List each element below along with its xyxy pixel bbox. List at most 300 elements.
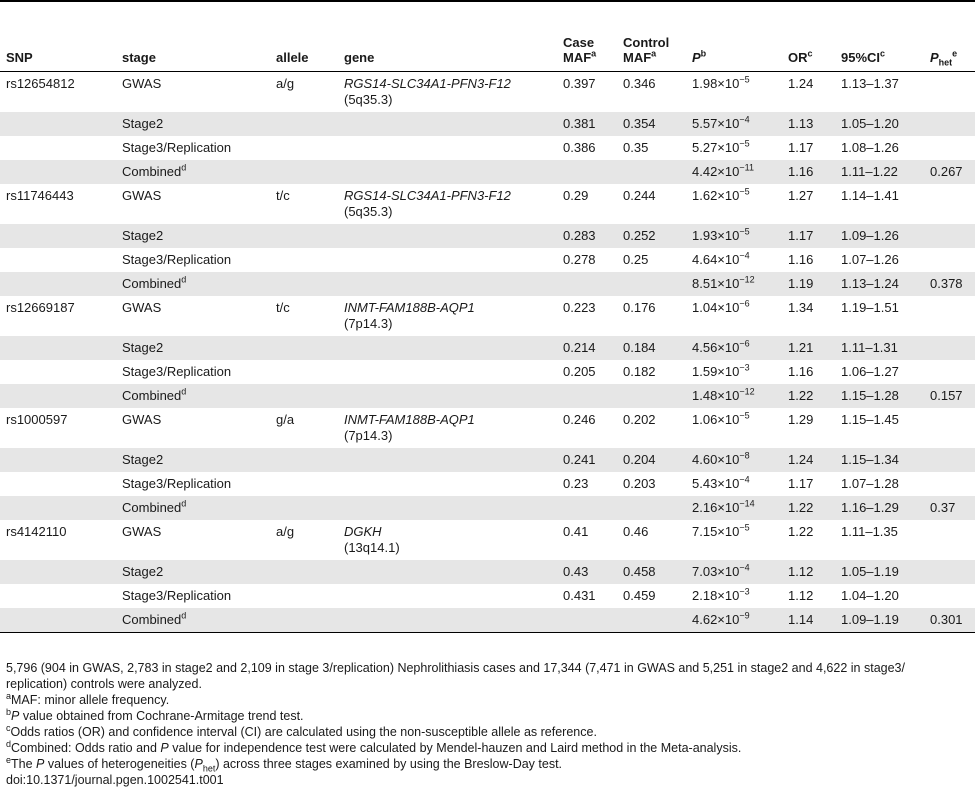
- cell-or: 1.22: [788, 524, 814, 539]
- cell-stage: [116, 224, 270, 248]
- cell-case-maf: 0.205: [563, 364, 596, 379]
- cell-stage-label: Combined: [122, 276, 182, 291]
- header-snp: SNP: [0, 32, 116, 72]
- cell-ci: 1.15–1.45: [841, 412, 899, 427]
- cell-phet: [924, 296, 975, 336]
- cell-allele: [270, 608, 338, 633]
- header-control-maf-line2: MAF: [623, 50, 652, 65]
- cell-stage: [116, 296, 270, 336]
- header-phet-label: P: [930, 50, 939, 65]
- cell-stage: [116, 496, 270, 520]
- cell-case-maf: 0.246: [563, 412, 596, 427]
- cell-case-maf: 0.386: [563, 140, 596, 155]
- footnote-c: [6, 724, 966, 740]
- footnote-e-text-1: The: [11, 757, 37, 771]
- cell-control-maf: [617, 384, 686, 408]
- cell-snp: [0, 384, 116, 408]
- table-row: [0, 472, 975, 496]
- cell-p-mantissa: 4.62×10: [692, 612, 740, 627]
- cell-phet: [924, 248, 975, 272]
- cell-stage: [116, 448, 270, 472]
- cell-stage-sup: d: [181, 274, 187, 285]
- cell-phet: 0.378: [924, 272, 975, 296]
- cell-stage-sup: d: [181, 498, 187, 509]
- table-row: [0, 384, 975, 408]
- cell-p-exponent: −3: [739, 362, 750, 373]
- cell-phet: [924, 224, 975, 248]
- cell-case-maf: [557, 272, 617, 296]
- cell-gene: [338, 296, 557, 336]
- header-case-maf-line2: MAF: [563, 50, 592, 65]
- cell-gene: [338, 360, 557, 384]
- table-footnotes: [6, 660, 966, 788]
- footnote-b-text: value obtained from Cochrane-Armitage trend test.: [19, 709, 304, 723]
- cell-gene: [338, 272, 557, 296]
- cell-snp: [0, 608, 116, 633]
- footnote-e-phet-sub: het: [202, 763, 216, 774]
- cell-gene: [338, 584, 557, 608]
- cell-p-mantissa: 8.51×10: [692, 276, 740, 291]
- cell-p-mantissa: 1.93×10: [692, 228, 740, 243]
- cell-case-maf: 0.241: [557, 448, 617, 472]
- cell-gene-loc: (7p14.3): [344, 316, 393, 331]
- cell-or: 1.24: [782, 448, 835, 472]
- cell-gene: [338, 112, 557, 136]
- cell-stage-label: Stage2: [122, 564, 164, 579]
- cell-p: [686, 272, 782, 296]
- cell-stage-label: Stage3/Replication: [122, 476, 232, 491]
- cell-gene-loc: (5q35.3): [344, 204, 393, 219]
- cell-p-mantissa: 1.04×10: [692, 300, 740, 315]
- cell-stage: [116, 608, 270, 633]
- cell-p: [686, 408, 782, 448]
- cell-case-maf: [557, 496, 617, 520]
- cell-control-maf: 0.202: [623, 412, 656, 427]
- cell-gene-name: INMT-FAM188B-AQP1: [344, 412, 475, 427]
- cell-stage-label: GWAS: [122, 412, 162, 427]
- cell-stage: [116, 136, 270, 160]
- cell-ci: 1.09–1.26: [835, 224, 924, 248]
- cell-stage-label: Stage2: [122, 116, 164, 131]
- header-control-maf-line1: Control: [623, 35, 670, 50]
- cell-case-maf: 0.278: [563, 252, 596, 267]
- cell-allele: [270, 248, 338, 272]
- header-or-sup: c: [807, 48, 813, 59]
- cell-or: 1.16: [782, 160, 835, 184]
- footnote-c-text: Odds ratios (OR) and confidence interval (CI) are calculated using the non-susceptible allele as reference.: [10, 725, 597, 739]
- cell-stage: [116, 112, 270, 136]
- cell-p-exponent: −5: [739, 410, 750, 421]
- cell-stage-label: GWAS: [122, 300, 162, 315]
- cell-p: [686, 160, 782, 184]
- cell-stage: [116, 184, 270, 224]
- cell-stage: [116, 584, 270, 608]
- cell-ci: 1.08–1.26: [841, 140, 899, 155]
- cell-case-maf: 0.223: [563, 300, 596, 315]
- cell-allele: [270, 560, 338, 584]
- cell-or: 1.22: [782, 496, 835, 520]
- header-control-maf-sup: a: [651, 48, 657, 59]
- cell-or: 1.27: [788, 188, 814, 203]
- cell-phet: [924, 448, 975, 472]
- cell-allele: a/g: [276, 76, 295, 91]
- cell-stage: [116, 384, 270, 408]
- cell-control-maf: [617, 272, 686, 296]
- cell-snp: [0, 112, 116, 136]
- cell-p-exponent: −4: [739, 562, 750, 573]
- cell-control-maf: 0.184: [617, 336, 686, 360]
- cell-stage: [116, 336, 270, 360]
- cell-stage: [116, 408, 270, 448]
- header-row: [0, 32, 975, 72]
- cell-snp: [0, 224, 116, 248]
- footnote-d-text-2: value for independence test were calculated by Mendel-hauzen and Laird method in the Meta-analysis.: [168, 741, 742, 755]
- cell-stage-label: Stage2: [122, 228, 164, 243]
- cell-or: 1.16: [788, 252, 814, 267]
- cell-p-exponent: −11: [739, 162, 754, 173]
- cell-p-exponent: −8: [739, 450, 750, 461]
- cell-stage-label: GWAS: [122, 76, 162, 91]
- footnote-d-text-1: Combined: Odds ratio and: [11, 741, 161, 755]
- header-control-maf: [617, 32, 686, 72]
- cell-p-exponent: −6: [739, 338, 750, 349]
- cell-stage: [116, 160, 270, 184]
- cell-p-exponent: −12: [739, 386, 755, 397]
- cell-snp: [0, 448, 116, 472]
- table-row: [0, 608, 975, 633]
- cell-allele: [270, 160, 338, 184]
- cell-gene-loc: (13q14.1): [344, 540, 400, 555]
- cell-gene: [338, 72, 557, 113]
- results-table: [0, 32, 975, 633]
- cell-ci: 1.11–1.31: [835, 336, 924, 360]
- header-p-sup: b: [700, 48, 707, 59]
- cell-allele: t/c: [276, 188, 290, 203]
- cell-ci: 1.05–1.19: [835, 560, 924, 584]
- table-row: [0, 448, 975, 472]
- cell-or: 1.13: [782, 112, 835, 136]
- cell-case-maf: 0.214: [557, 336, 617, 360]
- cell-ci: 1.14–1.41: [841, 188, 899, 203]
- footnote-e: [6, 756, 966, 772]
- table-row: [0, 112, 975, 136]
- cell-allele: [270, 496, 338, 520]
- cell-p-mantissa: 5.57×10: [692, 116, 740, 131]
- cell-control-maf: 0.182: [623, 364, 656, 379]
- cell-gene-loc: (7p14.3): [344, 428, 393, 443]
- cell-p: [686, 72, 782, 113]
- cell-p-mantissa: 1.59×10: [692, 364, 740, 379]
- cell-p: [686, 608, 782, 633]
- cell-p-exponent: −9: [739, 610, 750, 621]
- cell-p-mantissa: 4.56×10: [692, 340, 740, 355]
- cell-stage: [116, 520, 270, 560]
- cell-phet: [924, 408, 975, 448]
- cell-gene: [338, 184, 557, 224]
- table-row: [0, 408, 975, 448]
- cell-or: 1.12: [782, 560, 835, 584]
- cell-p-exponent: −5: [739, 138, 750, 149]
- cell-snp: [0, 160, 116, 184]
- header-case-maf-line1: Case: [563, 35, 595, 50]
- table-row: [0, 584, 975, 608]
- cell-phet: [924, 136, 975, 160]
- table-row: [0, 224, 975, 248]
- cell-p-exponent: −5: [739, 186, 750, 197]
- cell-p-mantissa: 1.98×10: [692, 76, 740, 91]
- cell-snp: rs4142110: [6, 524, 67, 539]
- cell-gene: [338, 408, 557, 448]
- footnote-d-mark: d: [6, 738, 12, 749]
- cell-gene: [338, 496, 557, 520]
- cell-gene-name: RGS14-SLC34A1-PFN3-F12: [344, 76, 511, 91]
- cell-gene-loc: (5q35.3): [344, 92, 393, 107]
- cell-control-maf: [617, 496, 686, 520]
- cell-control-maf: 0.244: [623, 188, 656, 203]
- cell-or: 1.17: [788, 476, 814, 491]
- cell-allele: [270, 136, 338, 160]
- header-phet-sub: het: [938, 57, 953, 68]
- cell-p: [686, 248, 782, 272]
- table-row: [0, 184, 975, 224]
- cell-stage: [116, 472, 270, 496]
- cell-p-exponent: −5: [739, 226, 750, 237]
- cell-allele: g/a: [276, 412, 295, 427]
- cell-stage-label: GWAS: [122, 188, 162, 203]
- cell-p-mantissa: 4.60×10: [692, 452, 740, 467]
- cell-control-maf: 0.459: [623, 588, 656, 603]
- cell-case-maf: 0.283: [557, 224, 617, 248]
- cell-snp: rs1000597: [6, 412, 68, 427]
- table-row: [0, 296, 975, 336]
- footnote-a-mark: a: [6, 690, 12, 701]
- cell-p-mantissa: 7.15×10: [692, 524, 740, 539]
- cell-p-exponent: −6: [739, 298, 750, 309]
- cell-gene-name: RGS14-SLC34A1-PFN3-F12: [344, 188, 511, 203]
- cell-stage: [116, 360, 270, 384]
- cell-p-exponent: −12: [739, 274, 755, 285]
- cell-snp: [0, 248, 116, 272]
- header-allele: allele: [270, 32, 338, 72]
- cell-snp: rs12669187: [6, 300, 75, 315]
- cell-p-mantissa: 5.43×10: [692, 476, 740, 491]
- cell-p-mantissa: 1.06×10: [692, 412, 740, 427]
- header-ci-sup: c: [880, 48, 886, 59]
- cell-allele: [270, 584, 338, 608]
- cell-snp: [0, 272, 116, 296]
- cell-case-maf: [557, 160, 617, 184]
- cell-phet: 0.301: [924, 608, 975, 633]
- footnote-e-mark: e: [6, 754, 12, 765]
- cell-gene: [338, 472, 557, 496]
- cell-snp: rs11746443: [6, 188, 74, 203]
- cell-p: [686, 296, 782, 336]
- cell-control-maf: 0.35: [623, 140, 649, 155]
- cell-or: 1.21: [782, 336, 835, 360]
- top-rule: [0, 0, 975, 2]
- cell-p: [686, 472, 782, 496]
- table-row: [0, 560, 975, 584]
- cell-stage-label: Combined: [122, 500, 182, 515]
- cell-phet: 0.37: [924, 496, 975, 520]
- table-row: [0, 520, 975, 560]
- cell-snp: [0, 336, 116, 360]
- cell-p: [686, 184, 782, 224]
- cell-ci: 1.13–1.24: [835, 272, 924, 296]
- table-row: [0, 272, 975, 296]
- cell-p-exponent: −4: [739, 114, 750, 125]
- cell-stage-label: Stage2: [122, 340, 164, 355]
- cell-ci: 1.07–1.28: [841, 476, 899, 491]
- footnote-b: [6, 708, 966, 724]
- table-row: [0, 160, 975, 184]
- cell-p-exponent: −5: [739, 74, 750, 85]
- cell-p-mantissa: 2.18×10: [692, 588, 740, 603]
- cell-p: [686, 520, 782, 560]
- header-phet-sup: e: [952, 48, 958, 59]
- cell-gene: [338, 224, 557, 248]
- cell-p: [686, 560, 782, 584]
- cell-stage-label: Stage3/Replication: [122, 588, 232, 603]
- cell-case-maf: 0.431: [563, 588, 596, 603]
- cell-ci: 1.04–1.20: [841, 588, 899, 603]
- cell-p: [686, 384, 782, 408]
- header-ci: [835, 32, 924, 72]
- header-gene: gene: [338, 32, 557, 72]
- table-body: [0, 72, 975, 633]
- cell-or: 1.19: [782, 272, 835, 296]
- cell-p: [686, 224, 782, 248]
- cell-stage: [116, 72, 270, 113]
- cell-ci: 1.09–1.19: [835, 608, 924, 633]
- cell-ci: 1.13–1.37: [841, 76, 899, 91]
- cell-p-mantissa: 7.03×10: [692, 564, 740, 579]
- table-row: [0, 248, 975, 272]
- cell-control-maf: 0.25: [623, 252, 649, 267]
- footnote-e-italic: P: [36, 757, 45, 771]
- cell-control-maf: [617, 160, 686, 184]
- cell-gene: [338, 560, 557, 584]
- cell-allele: a/g: [276, 524, 295, 539]
- cell-or: 1.16: [788, 364, 814, 379]
- cell-ci: 1.11–1.35: [841, 524, 898, 539]
- cell-allele: [270, 224, 338, 248]
- cell-control-maf: [617, 608, 686, 633]
- cell-gene: [338, 248, 557, 272]
- cell-stage-label: Stage2: [122, 452, 164, 467]
- cell-control-maf: 0.204: [617, 448, 686, 472]
- cell-phet: [924, 560, 975, 584]
- cell-snp: [0, 472, 116, 496]
- header-case-maf: [557, 32, 617, 72]
- table-row: [0, 336, 975, 360]
- table-row: [0, 496, 975, 520]
- cell-or: 1.29: [788, 412, 814, 427]
- cell-allele: [270, 336, 338, 360]
- cell-p: [686, 136, 782, 160]
- cell-p-exponent: −14: [739, 498, 755, 509]
- footnote-doi: doi:10.1371/journal.pgen.1002541.t001: [6, 773, 224, 787]
- cell-p: [686, 112, 782, 136]
- cell-allele: [270, 272, 338, 296]
- footnote-b-mark: b: [6, 706, 12, 717]
- cell-phet: [924, 72, 975, 113]
- cell-snp: [0, 560, 116, 584]
- cell-stage-label: Stage3/Replication: [122, 252, 232, 267]
- cell-ci: 1.16–1.29: [835, 496, 924, 520]
- header-ci-label: 95%CI: [841, 50, 881, 65]
- footnote-summary: 5,796 (904 in GWAS, 2,783 in stage2 and 2,109 in stage 3/replication) Nephrolithiasis cases and 17,344 (7,471 in GWAS and 5,251 in stage2 and 4,622 in stage3/ replication) controls were analyzed.: [6, 661, 905, 691]
- cell-p: [686, 584, 782, 608]
- cell-p-mantissa: 2.16×10: [692, 500, 740, 515]
- cell-ci: 1.05–1.20: [835, 112, 924, 136]
- cell-stage: [116, 560, 270, 584]
- cell-phet: [924, 184, 975, 224]
- cell-p: [686, 496, 782, 520]
- cell-or: 1.12: [788, 588, 814, 603]
- cell-allele: [270, 112, 338, 136]
- footnote-e-text-2: values of heterogeneities (: [44, 757, 195, 771]
- table-row: [0, 136, 975, 160]
- cell-allele: [270, 384, 338, 408]
- cell-ci: 1.07–1.26: [841, 252, 899, 267]
- cell-p: [686, 360, 782, 384]
- cell-gene: [338, 160, 557, 184]
- cell-stage-sup: d: [181, 162, 187, 173]
- cell-p: [686, 336, 782, 360]
- cell-p-mantissa: 4.42×10: [692, 164, 740, 179]
- cell-allele: [270, 472, 338, 496]
- table-row: [0, 360, 975, 384]
- cell-ci: 1.15–1.28: [835, 384, 924, 408]
- cell-ci: 1.19–1.51: [841, 300, 899, 315]
- cell-control-maf: 0.252: [617, 224, 686, 248]
- cell-stage-sup: d: [181, 386, 187, 397]
- cell-or: 1.17: [788, 140, 814, 155]
- cell-control-maf: 0.458: [617, 560, 686, 584]
- cell-stage-label: GWAS: [122, 524, 162, 539]
- header-p: [686, 32, 782, 72]
- cell-ci: 1.15–1.34: [835, 448, 924, 472]
- cell-control-maf: 0.46: [623, 524, 649, 539]
- cell-gene: [338, 448, 557, 472]
- cell-snp: rs12654812: [6, 76, 75, 91]
- cell-case-maf: 0.41: [563, 524, 589, 539]
- table-row: [0, 72, 975, 113]
- cell-stage-label: Stage3/Replication: [122, 364, 232, 379]
- cell-allele: [270, 448, 338, 472]
- cell-snp: [0, 496, 116, 520]
- cell-phet: [924, 336, 975, 360]
- cell-or: 1.17: [782, 224, 835, 248]
- cell-control-maf: 0.346: [623, 76, 656, 91]
- cell-control-maf: 0.203: [623, 476, 656, 491]
- cell-gene: [338, 136, 557, 160]
- cell-case-maf: 0.23: [563, 476, 589, 491]
- cell-phet: 0.267: [924, 160, 975, 184]
- cell-phet: [924, 520, 975, 560]
- cell-p: [686, 448, 782, 472]
- cell-allele: t/c: [276, 300, 290, 315]
- footnote-a-text: MAF: minor allele frequency.: [11, 693, 170, 707]
- header-p-label: P: [692, 50, 701, 65]
- cell-stage-label: Combined: [122, 164, 182, 179]
- cell-stage: [116, 248, 270, 272]
- cell-p-mantissa: 1.48×10: [692, 388, 740, 403]
- footnote-c-mark: c: [6, 722, 11, 733]
- cell-gene: [338, 336, 557, 360]
- cell-p-mantissa: 5.27×10: [692, 140, 740, 155]
